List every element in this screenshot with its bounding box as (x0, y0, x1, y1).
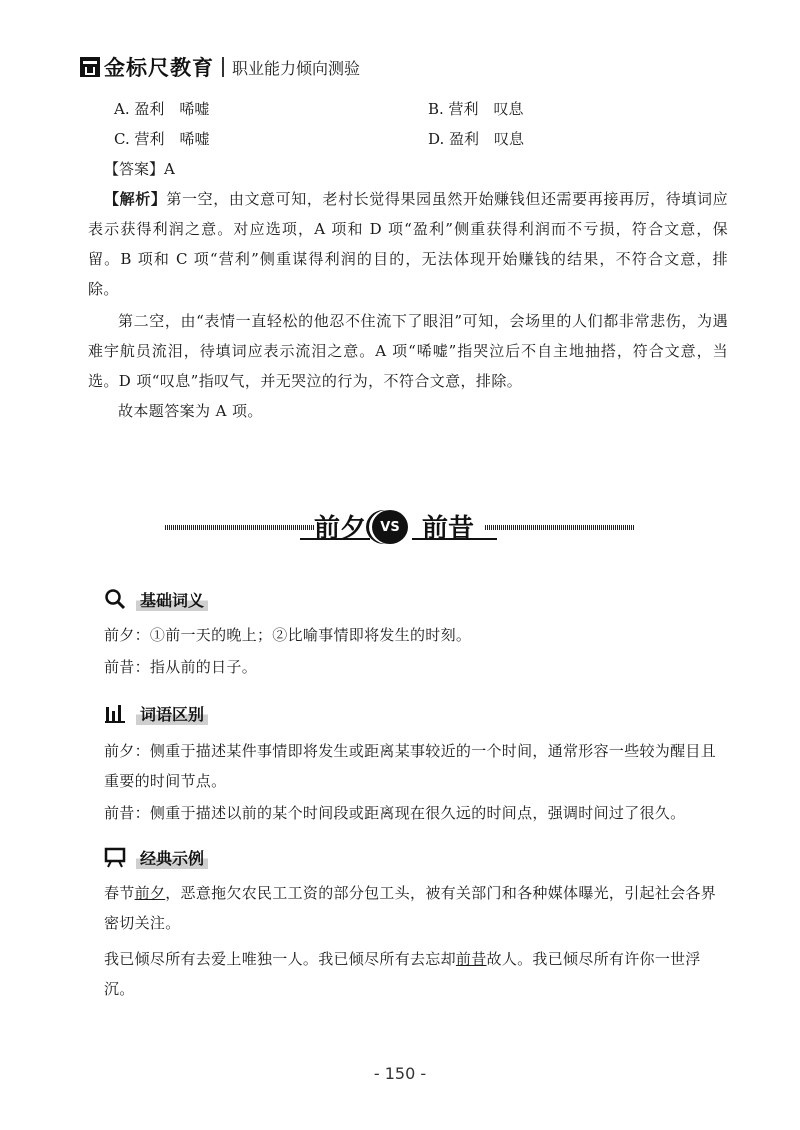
section-word-difference-title: 词语区别 (136, 702, 208, 725)
example-body (104, 878, 724, 1004)
analysis-label: 【解析】 (104, 190, 167, 208)
option-b: B. 营利 叹息 (428, 100, 524, 118)
brand-name: 金标尺教育 (104, 56, 214, 80)
section-basic-meaning-header (104, 586, 208, 612)
board-icon (104, 846, 126, 868)
vs-badge: VS (372, 510, 408, 544)
banner-word-right: 前昔 (422, 514, 475, 544)
basic-meaning-line-2: 前昔：指从前的日子。 (104, 658, 258, 676)
search-icon (104, 588, 126, 610)
option-c: C. 营利 唏嘘 (114, 130, 210, 148)
word-difference-line-2: 前昔：侧重于描述以前的某个时间段或距离现在很久远的时间点，强调时间过了很久。 (104, 804, 686, 822)
section-word-difference-header (104, 700, 208, 726)
basic-meaning-line-1: 前夕：①前一天的晚上；②比喻事情即将发生的时刻。 (104, 626, 472, 644)
banner-word-left: 前夕 (314, 514, 367, 544)
answer-line (104, 158, 175, 180)
example-sentence-1: 春节前夕，恶意拖欠农民工工资的部分包工头，被有关部门和各种媒体曝光，引起社会各界密切关注。 (104, 884, 717, 932)
answer-label: 【答案】 (104, 160, 165, 178)
analysis-paragraph-1: 【解析】第一空，由文意可知，老村长觉得果园虽然开始赚钱但还需要再接再厉，待填词应表示获得利润之意。对应选项，A 项和 D 项“盈利”侧重获得利润而不亏损，符合文意，保留。B 项和 C 项“营利”侧重谋得利润的目的，无法体现开始赚钱的结果，不符合文意，排除。 (88, 190, 728, 298)
word-difference-line-1: 前夕：侧重于描述某件事情即将发生或距离某事较近的一个时间，通常形容一些较为醒目且重要的时间节点。 (104, 742, 717, 790)
page-number: - 150 - (373, 1064, 427, 1083)
page-header (80, 50, 360, 84)
option-d: D. 盈利 叹息 (428, 130, 525, 148)
answer-value: A (164, 160, 175, 178)
basic-meaning-body (104, 620, 724, 682)
example-sentence-2: 我已倾尽所有去爱上唯独一人。我已倾尽所有去忘却前昔故人。我已倾尽所有许你一世浮沉。 (104, 950, 701, 998)
word-difference-body (104, 736, 724, 828)
section-basic-meaning-title: 基础词义 (136, 588, 208, 611)
analysis-paragraph-3: 故本题答案为 A 项。 (118, 402, 263, 420)
section-example-title: 经典示例 (136, 846, 208, 869)
example-keyword-1: 前夕 (134, 884, 166, 902)
analysis-paragraph-2: 第二空，由“表情一直轻松的他忍不住流下了眼泪”可知，会场里的人们都非常悲伤，为遇难宇航员流泪，待填词应表示流泪之意。A 项“唏嘘”指哭泣后不自主地抽搭，符合文意，当选。D 项“叹息”指叹气，并无哭泣的行为，不符合文意，排除。 (88, 312, 728, 390)
header-subtitle: 职业能力倾向测验 (232, 58, 361, 78)
section-example-header (104, 844, 208, 870)
banner-stripe-left (165, 525, 315, 530)
header-divider (222, 57, 224, 77)
example-keyword-2: 前昔 (455, 950, 487, 968)
banner-stripe-right (485, 525, 635, 530)
bar-chart-icon (104, 702, 126, 724)
comparison-banner (150, 500, 650, 556)
analysis-block (88, 184, 728, 426)
logo-icon (80, 57, 100, 77)
option-a: A. 盈利 唏嘘 (114, 100, 210, 118)
